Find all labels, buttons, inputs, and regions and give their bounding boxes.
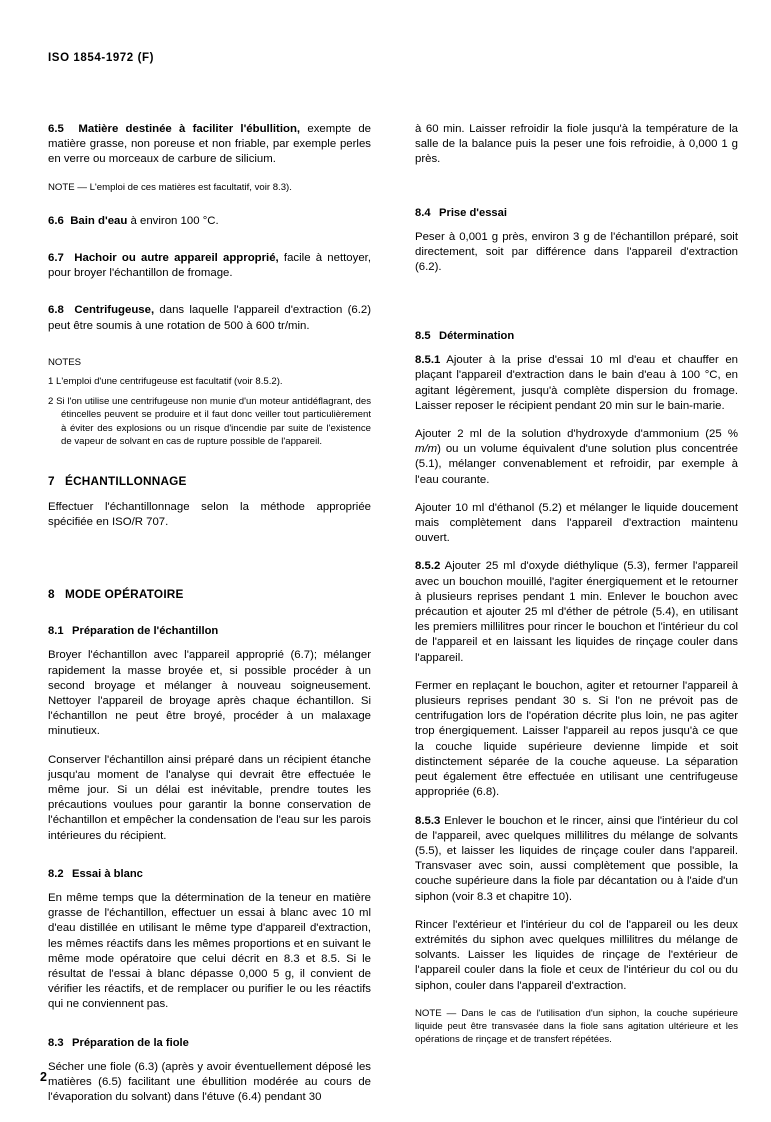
spacer	[48, 242, 371, 251]
heading-clause-8-5-title: Détermination	[439, 330, 515, 343]
clause-6-8-number: 6.8	[48, 304, 64, 317]
heading-clause-7-title: ÉCHANTILLONNAGE	[65, 474, 187, 489]
clause-6-5-term: Matière destinée à faciliter l'ébullition,	[78, 123, 301, 135]
two-column-body	[48, 122, 738, 1118]
note-item-2: 2 Si l'on utilise une centrifugeuse non munie d'un moteur antidéflagrant, des étincelles peuvent se produire et il faut donc veiller tout particulièrement à éviter des explosions ou un risque d'incendie par suite de l'existence de vapeur de solvant en cas de rupture possible de l'appareil.	[48, 396, 371, 447]
spacer	[415, 288, 738, 306]
heading-clause-8-3-title: Préparation de la fiole	[72, 1036, 189, 1049]
clause-8-5-3-paragraph-2: Rincer l'extérieur et l'intérieur du col de l'appareil ou les deux extrémités du siphon avec quelques millilitres du mélange de solvants. Laisser les liquides de rinçage de l'extérieur de l'appareil couler dans la fiole et ceux de l'intérieur du col ou du siphon, couler dans l'appareil d'extraction.	[415, 918, 738, 992]
spacer	[48, 294, 371, 303]
heading-clause-8-title: MODE OPÉRATOIRE	[65, 587, 184, 602]
heading-clause-7	[48, 474, 371, 488]
clause-6-8-term: Centrifugeuse,	[74, 304, 155, 317]
heading-clause-8-1	[48, 625, 371, 637]
heading-clause-8-3-number: 8.3	[48, 1036, 64, 1049]
clause-6-6	[48, 214, 371, 229]
clause-6-6-number: 6.6	[48, 214, 64, 227]
clause-8-5-1-paragraph-3: Ajouter 10 ml d'éthanol (5.2) et mélanger le liquide doucement mais complètement dans l'appareil d'extraction maintenu ouvert.	[415, 501, 738, 545]
clause-8-5-3	[415, 814, 738, 905]
heading-clause-8-2	[48, 868, 371, 880]
heading-clause-8-3	[48, 1037, 371, 1049]
spacer	[48, 347, 371, 356]
ammonium-text-before: Ajouter 2 ml de la solution d'hydroxyde d'ammonium (25 %	[415, 428, 738, 441]
page-number: 2	[40, 1070, 47, 1084]
left-column	[48, 122, 371, 1118]
heading-clause-7-number: 7	[48, 474, 55, 489]
clause-6-6-term: Bain d'eau	[70, 214, 128, 227]
heading-clause-8-5	[415, 330, 738, 342]
clause-8-5-1	[415, 353, 738, 414]
clause-8-5-1-text: Ajouter à la prise d'essai 10 ml d'eau et chauffer en plaçant l'appareil d'extraction dans le bain d'eau à 100 °C, en agitant légèrement, jusqu'à complète dispersion du fromage. Laisser reposer le récipient pendant 20 min sur le bain-marie.	[415, 354, 738, 412]
clause-6-7-number: 6.7	[48, 252, 64, 265]
clause-6-5	[48, 122, 371, 168]
clause-8-5-3-text: Enlever le bouchon et le rincer, ainsi que l'intérieur du col de l'appareil, avec quelques millilitres du mélange de solvants (5.5), et laisser les liquides de rinçage couler dans l'appareil. Transvaser avec soin, aussi complètement que possible, la couche supérieure dans la fiole par décantation ou à l'aide d'un siphon (voir 8.3 et chapitre 10).	[415, 814, 738, 903]
note-6-5: NOTE — L'emploi de ces matières est facultatif, voir 8.3).	[48, 181, 292, 193]
clause-6-7	[48, 251, 371, 281]
clause-6-5-text: exempte de matière grasse, non poreuse et non friable, par exemple perles en verre ou morceaux de carbure de silicium.	[48, 123, 371, 166]
heading-clause-8-2-number: 8.2	[48, 867, 64, 880]
clause-8-5-2-text: Ajouter 25 ml d'oxyde diéthylique (5.3), fermer l'appareil avec un bouchon mouillé, l'agiter énergiquement et le retourner à plusieurs reprises pendant 1 min. Enlever le bouchon avec précaution et ajouter 25 ml d'éther de pétrole (5.4), en utilisant les premiers millilitres pour rincer le bouchon et l'intérieur du col de l'appareil et en laissant les liquides de rinçage couler dans l'appareil.	[415, 560, 738, 664]
clause-8-5-2-number: 8.5.2	[415, 560, 441, 573]
clause-8-5-3-number: 8.5.3	[415, 814, 441, 827]
spacer	[415, 181, 738, 207]
clause-8-3-paragraph-1: Sécher une fiole (6.3) (après y avoir éventuellement déposé les matières (6.5) facilitant une ébullition modérée au cours de l'évaporation du solvant) dans l'étuve (6.4) pendant 30	[48, 1060, 371, 1103]
clause-6-6-text: à environ 100 °C.	[127, 214, 219, 227]
heading-clause-8-1-title: Préparation de l'échantillon	[72, 625, 219, 638]
right-column	[415, 122, 738, 1118]
clause-8-3-continued: à 60 min. Laisser refroidir la fiole jusqu'à la température de la salle de la balance puis la peser une fois refroidie, à 0,000 1 g près.	[415, 123, 738, 166]
notes-label: NOTES	[48, 356, 82, 368]
clause-7-text: Effectuer l'échantillonnage selon la méthode appropriée spécifiée en ISO/R 707.	[48, 501, 371, 529]
note-item-1: 1 L'emploi d'une centrifugeuse est facultatif (voir 8.5.2).	[48, 376, 283, 388]
clause-8-5-2-paragraph-2: Fermer en replaçant le bouchon, agiter et retourner l'appareil à plusieurs reprises pendant 30 s. Si l'on ne prévoit pas de centrifugation lors de l'opération décrite plus loin, ne pas agiter trop énergiquement. Laisser l'appareil au repos jusqu'à ce que la couche liquide supérieure devienne limpide et soit distinctement séparée de la couche aqueuse. La séparation peut également être effectuée en utilisant une centrifugeuse appropriée (6.8).	[415, 679, 738, 799]
page-header: ISO 1854-1972 (F)	[48, 52, 155, 64]
heading-clause-8	[48, 587, 371, 601]
mass-fraction-symbol: m/m	[415, 443, 438, 456]
clause-6-8-text: dans laquelle l'appareil d'extraction (6.2) peut être soumis à une rotation de 500 à 600 tr/min.	[48, 304, 371, 332]
clause-6-7-text: facile à nettoyer, pour broyer l'échantillon de fromage.	[48, 252, 371, 280]
clause-8-4-paragraph-1: Peser à 0,001 g près, environ 3 g de l'échantillon préparé, soit directement, soit par différence dans l'appareil d'extraction (6.2).	[415, 230, 738, 274]
clause-6-5-number: 6.5	[48, 123, 64, 135]
ammonium-text-after: ) ou un volume équivalent d'une solution plus concentrée (5.1), mélanger convenablement et refroidir, par exemple à l'eau courante.	[415, 443, 738, 486]
heading-clause-8-2-title: Essai à blanc	[72, 867, 143, 880]
clause-8-5-2	[415, 559, 738, 665]
clause-6-8	[48, 303, 371, 333]
note-final: NOTE — Dans le cas de l'utilisation d'un siphon, la couche supérieure liquide peut être transvasée dans la fiole sans agitation ultérieure et les opérations de rinçage et de transfert répétées.	[415, 1007, 738, 1046]
clause-8-1-paragraph-1: Broyer l'échantillon avec l'appareil approprié (6.7); mélanger rapidement la masse broyée et, si possible procéder à un second broyage et mélanger à nouveau soigneusement. Nettoyer l'appareil de broyage après chaque échantillon. Si l'échantillon ne peut être broyé, procéder à un malaxage minutieux.	[48, 649, 371, 738]
clause-8-1-paragraph-2: Conserver l'échantillon ainsi préparé dans un récipient étanche jusqu'au moment de l'analyse qui devrait être effectuée le même jour. Si un délai est inévitable, prendre toutes les précautions voulues pour garantir la bonne conservation de l'échantillon et empêcher la condensation de l'eau sur les parois intérieures du récipient.	[48, 753, 371, 842]
spacer	[48, 205, 371, 214]
heading-clause-8-number: 8	[48, 587, 55, 602]
heading-clause-8-4	[415, 207, 738, 219]
clause-6-7-term: Hachoir ou autre appareil approprié,	[74, 252, 279, 265]
clause-8-2-paragraph-1: En même temps que la détermination de la teneur en matière grasse de l'échantillon, effectuer un essai à blanc avec 10 ml d'eau distillée en utilisant le même type d'appareil d'extraction, les mêmes réactifs dans les mêmes proportions et en suivant le même mode opératoire que celui décrit en 8.3 et 8.5. Si le résultat de l'essai à blanc dépasse 0,000 5 g, il convient de vérifier les réactifs, et de remplacer ou purifier le ou les réactifs qui ne conviennent pas.	[48, 891, 371, 1011]
heading-clause-8-5-number: 8.5	[415, 330, 431, 343]
spacer	[48, 543, 371, 561]
heading-clause-8-4-title: Prise d'essai	[439, 206, 507, 219]
heading-clause-8-4-number: 8.4	[415, 206, 431, 219]
clause-8-5-1-paragraph-2	[415, 427, 738, 488]
heading-clause-8-1-number: 8.1	[48, 625, 64, 638]
clause-8-5-1-number: 8.5.1	[415, 354, 441, 367]
